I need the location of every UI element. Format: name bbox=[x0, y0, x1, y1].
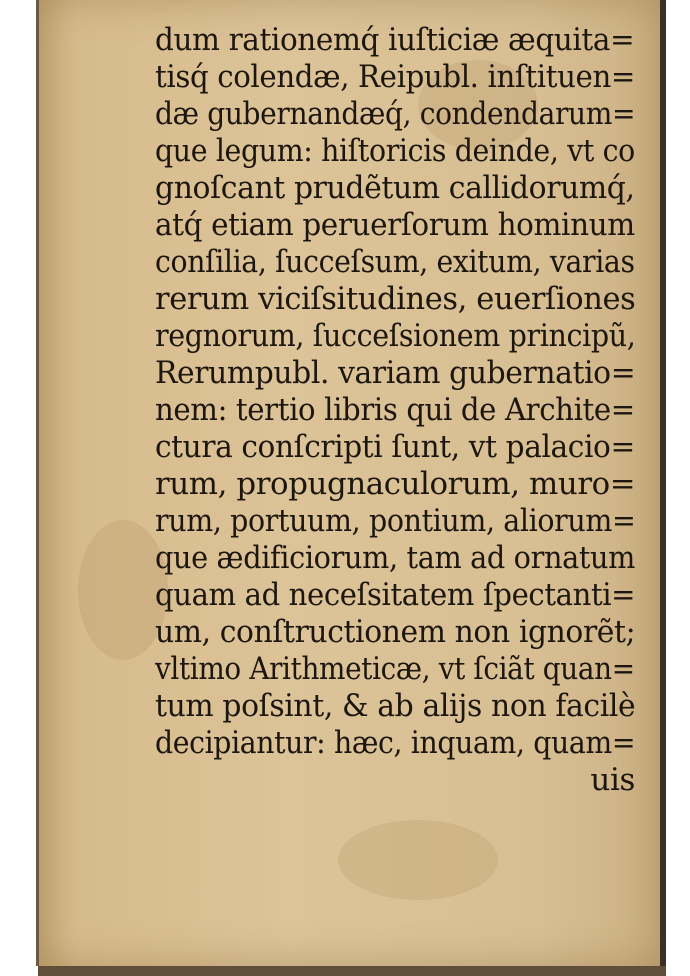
text-line: rum, propugnaculorum, muro= bbox=[155, 466, 636, 502]
text-line: nem: tertio libris qui de Archite= bbox=[155, 392, 635, 428]
text-line: rum, portuum, pontium, aliorum= bbox=[155, 503, 636, 539]
text-line: regnorum, ſucceſsionem principũ, bbox=[155, 318, 636, 354]
text-line: que ædificiorum, tam ad ornatum bbox=[155, 540, 636, 576]
text-line: ctura conſcripti ſunt, vt palacio= bbox=[155, 429, 635, 465]
text-line: gnoſcant prudẽtum callidorumq́, bbox=[155, 170, 635, 206]
catchword: uis bbox=[590, 762, 635, 798]
page-gutter-edge bbox=[36, 0, 39, 966]
text-line: quam ad neceſsitatem ſpectanti= bbox=[155, 577, 636, 613]
text-line: um, conſtructionem non ignorẽt; bbox=[155, 614, 636, 650]
text-line: tum poſsint, & ab alijs non facilè bbox=[155, 688, 636, 724]
text-line: rerum viciſsitudines, euerſiones bbox=[155, 281, 636, 317]
text-line: dæ gubernandæq́, condendarum= bbox=[155, 96, 636, 132]
page-bottom-edge bbox=[38, 966, 666, 976]
text-line: conſilia, ſucceſsum, exitum, varias bbox=[155, 244, 635, 280]
text-line: dum rationemq́ iuſticiæ æquita= bbox=[155, 22, 635, 58]
text-line: vltimo Arithmeticæ, vt ſciãt quan= bbox=[155, 651, 635, 687]
paper-stain bbox=[338, 820, 498, 900]
text-line: atq́ etiam peruerſorum hominum bbox=[155, 207, 635, 243]
text-line: tisq́ colendæ, Reipubl. inſtituen= bbox=[155, 59, 636, 95]
page-fore-edge bbox=[660, 0, 666, 966]
text-line: Rerumpubl. variam gubernatio= bbox=[155, 355, 636, 391]
text-line: decipiantur: hæc, inquam, quam= bbox=[155, 725, 636, 761]
body-text bbox=[155, 22, 635, 799]
text-line: que legum: hiſtoricis deinde, vt co bbox=[155, 133, 635, 169]
